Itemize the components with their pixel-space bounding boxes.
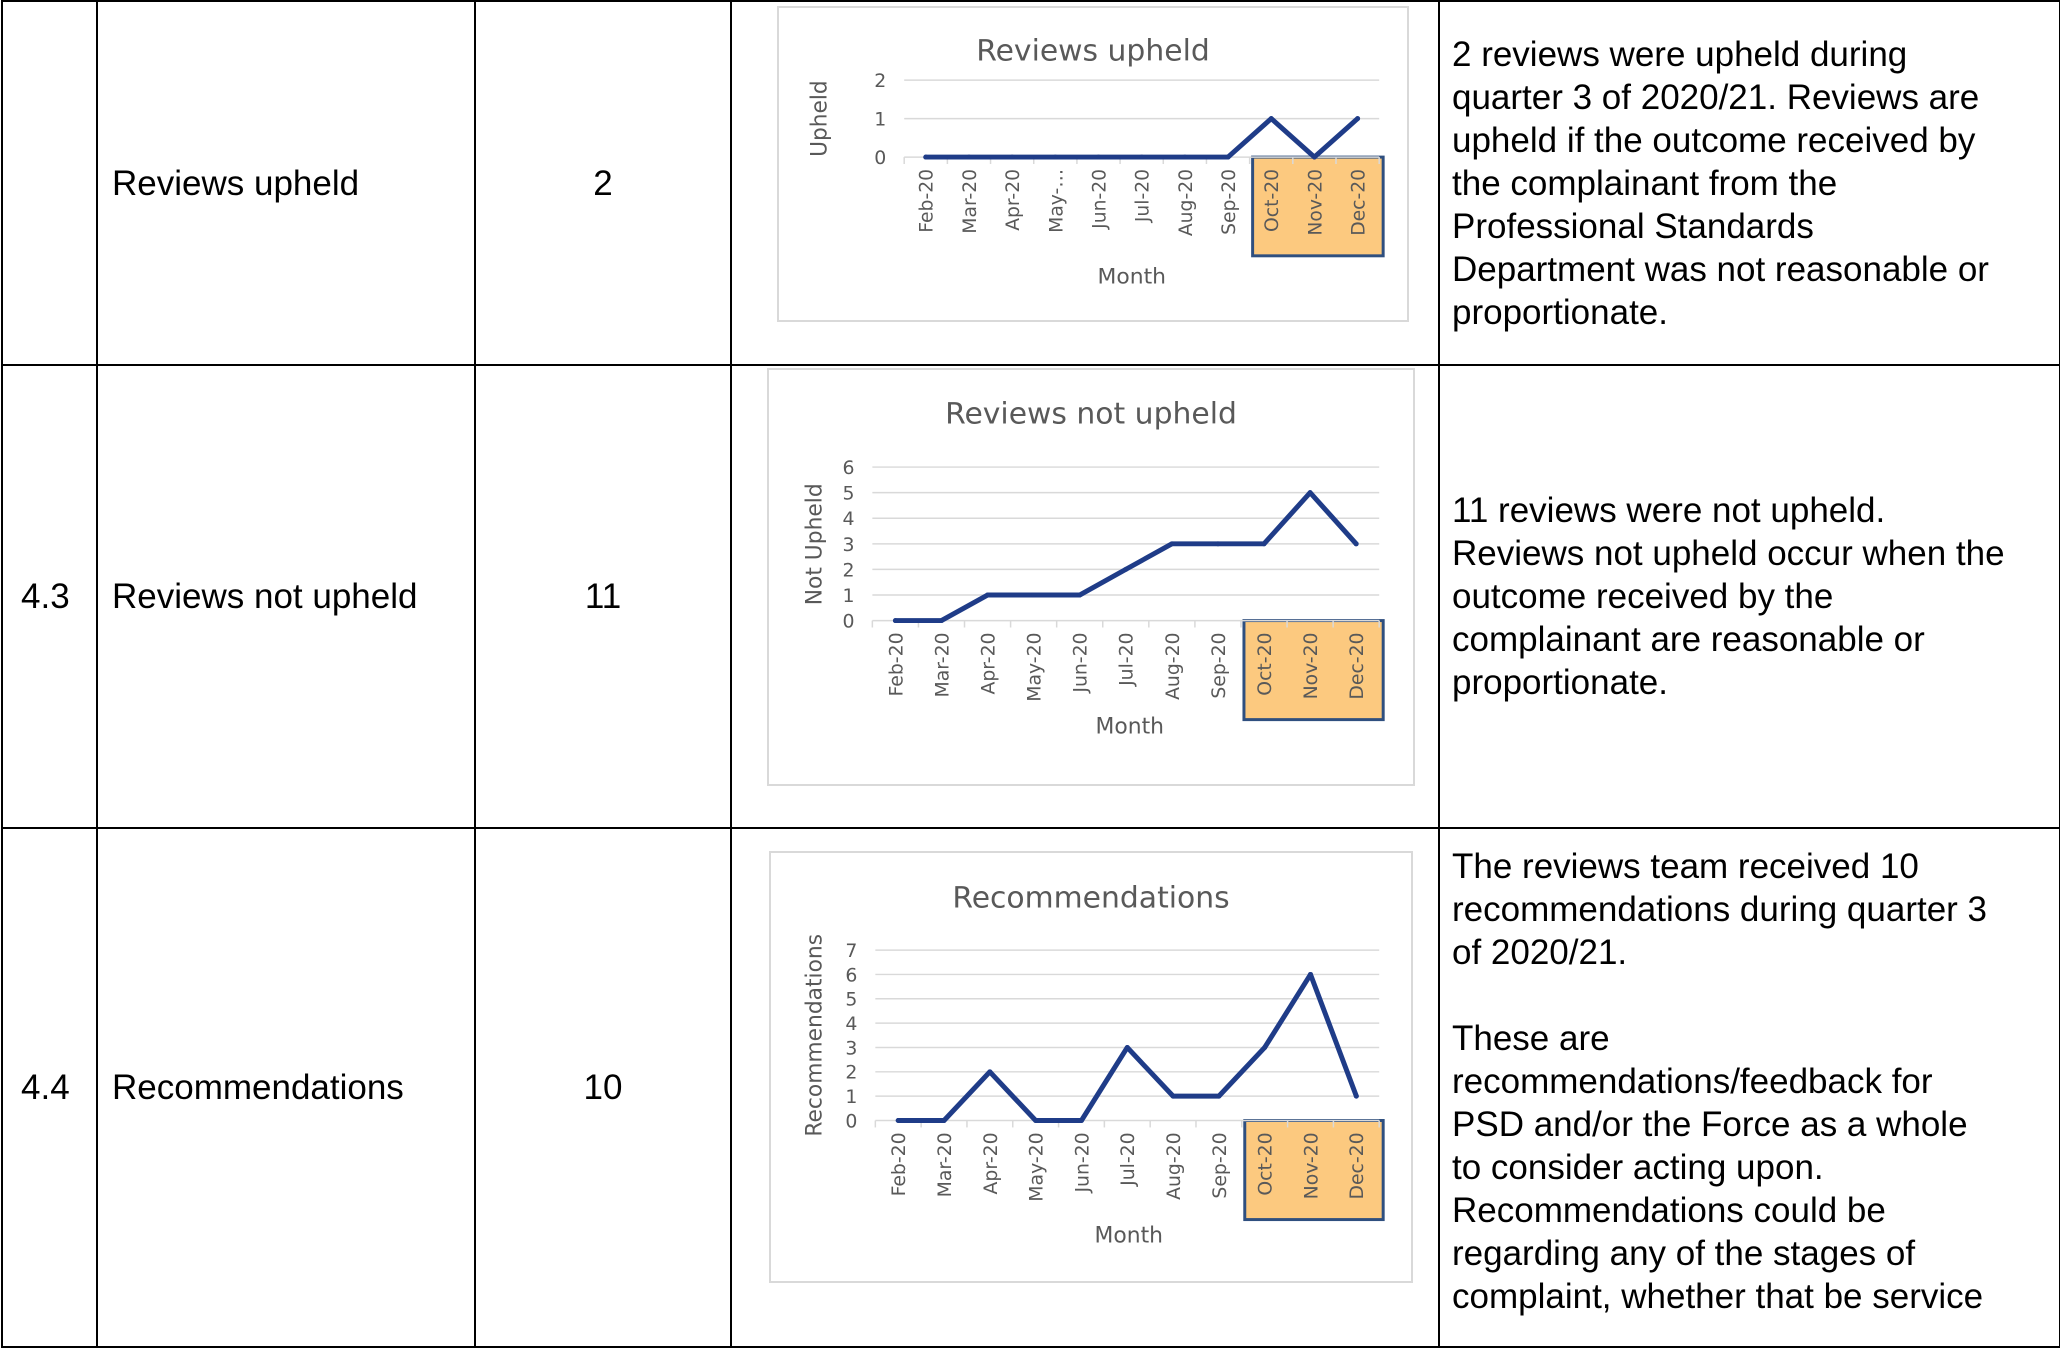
data-point — [1010, 155, 1015, 160]
table-row — [2, 365, 2060, 828]
x-tick-label: Sep-20 — [1209, 1132, 1231, 1199]
y-tick-label: 1 — [874, 109, 887, 131]
chart-cell — [731, 365, 1439, 828]
description-text: 2 reviews were upheld during quarter 3 of 2020/21. Reviews are upheld if the outcome received by the complainant from the Professional Standards Department was not reasonable or proportionate. — [1452, 34, 1989, 332]
data-point — [1216, 1094, 1221, 1099]
y-tick-label: 3 — [845, 1038, 858, 1060]
x-tick-label: Feb-20 — [889, 1132, 911, 1197]
y-axis-title: Upheld — [807, 80, 833, 157]
y-tick-label: 6 — [842, 458, 855, 479]
y-tick-label: 2 — [845, 1062, 858, 1084]
series-line — [895, 493, 1356, 621]
x-tick-label: May-… — [1046, 168, 1068, 233]
x-tick-label: Dec-20 — [1348, 168, 1370, 236]
y-tick-label: 5 — [845, 989, 858, 1011]
x-tick-label: Sep-20 — [1208, 632, 1230, 699]
x-tick-label: Nov-20 — [1305, 168, 1327, 236]
x-axis-title: Month — [1094, 1223, 1164, 1249]
table-row — [2, 1, 2060, 365]
data-point — [1226, 155, 1231, 160]
data-point — [1308, 490, 1313, 495]
complaints-reviews-table — [1, 0, 2060, 1348]
y-tick-label: 0 — [842, 611, 855, 633]
data-point — [1139, 155, 1144, 160]
data-point — [1171, 1094, 1176, 1099]
data-point — [1312, 155, 1317, 160]
row-number — [2, 1, 97, 365]
data-point — [1262, 1045, 1267, 1050]
x-tick-label: Oct-20 — [1254, 632, 1276, 696]
y-tick-label: 2 — [874, 71, 887, 92]
data-point — [1053, 155, 1058, 160]
x-tick-label: Jun-20 — [1089, 168, 1111, 229]
row-number: 4.3 — [2, 365, 97, 828]
data-point — [1096, 155, 1101, 160]
x-tick-label: Oct-20 — [1255, 1132, 1277, 1196]
x-tick-label: Jul-20 — [1118, 1132, 1140, 1186]
recommendations-chart — [769, 851, 1413, 1283]
data-point — [1079, 1118, 1084, 1123]
x-tick-label: Dec-20 — [1347, 1132, 1369, 1200]
metric-name: Reviews not upheld — [97, 365, 475, 828]
description-cell — [1439, 365, 2060, 828]
metric-name: Recommendations — [97, 828, 475, 1347]
x-tick-label: Feb-20 — [886, 632, 908, 697]
x-tick-label: Oct-20 — [1262, 168, 1284, 232]
chart-svg — [771, 853, 1411, 1281]
data-point — [1215, 541, 1220, 546]
y-tick-label: 1 — [845, 1087, 858, 1109]
x-tick-label: Feb-20 — [916, 168, 938, 233]
chart-svg — [779, 8, 1407, 320]
x-tick-label: May-20 — [1026, 1132, 1048, 1202]
data-point — [987, 1069, 992, 1074]
y-tick-label: 2 — [842, 560, 855, 582]
y-axis-title: Not Upheld — [802, 483, 828, 606]
y-tick-label: 0 — [845, 1111, 858, 1133]
x-tick-label: Apr-20 — [978, 632, 1000, 695]
y-tick-label: 6 — [845, 965, 858, 987]
data-point — [1123, 567, 1128, 572]
metric-count: 2 — [475, 1, 731, 365]
data-point — [1262, 541, 1267, 546]
x-tick-label: Aug-20 — [1175, 168, 1197, 237]
x-tick-label: Mar-20 — [934, 1132, 957, 1198]
data-point — [1125, 1045, 1130, 1050]
description-text: 11 reviews were not upheld. Reviews not upheld occur when the outcome received by the complainant are reasonable or proportionate. — [1452, 491, 2005, 702]
x-tick-label: Sep-20 — [1218, 168, 1241, 235]
data-point — [896, 1118, 901, 1123]
x-axis-title: Month — [1097, 264, 1167, 290]
data-point — [923, 155, 928, 160]
data-point — [1033, 1118, 1038, 1123]
y-tick-label: 3 — [842, 534, 855, 556]
x-tick-label: Dec-20 — [1347, 632, 1369, 700]
y-tick-label: 4 — [842, 509, 855, 531]
x-tick-label: Jul-20 — [1116, 632, 1138, 686]
y-axis-title: Recommendations — [802, 933, 828, 1137]
y-tick-label: 4 — [845, 1014, 858, 1036]
data-point — [893, 618, 898, 623]
x-tick-label: Aug-20 — [1162, 632, 1184, 700]
data-point — [1077, 593, 1082, 598]
data-point — [966, 155, 971, 160]
x-tick-label: May-20 — [1024, 632, 1046, 702]
x-tick-label: Jun-20 — [1070, 632, 1092, 693]
x-tick-label: Apr-20 — [1003, 168, 1025, 231]
x-axis-title: Month — [1095, 714, 1165, 740]
chart-title: Reviews upheld — [976, 33, 1210, 69]
data-point — [942, 1118, 947, 1123]
x-tick-label: Mar-20 — [932, 632, 954, 698]
description-cell — [1439, 828, 2060, 1347]
x-tick-label: Apr-20 — [980, 1132, 1002, 1195]
data-point — [1031, 593, 1036, 598]
data-point — [1169, 541, 1174, 546]
chart-svg — [769, 370, 1413, 784]
data-point — [939, 618, 944, 623]
table-row — [2, 828, 2060, 1347]
reviews-not-upheld-chart — [767, 368, 1415, 786]
data-point — [1269, 116, 1274, 121]
metric-count: 11 — [475, 365, 731, 828]
metric-name: Reviews upheld — [97, 1, 475, 365]
series-line — [926, 119, 1358, 158]
data-point — [1355, 116, 1360, 121]
chart-title: Recommendations — [952, 880, 1230, 916]
chart-cell — [731, 1, 1439, 365]
y-tick-label: 0 — [874, 148, 887, 169]
x-tick-label: Aug-20 — [1164, 1132, 1186, 1200]
reviews-upheld-chart — [777, 6, 1409, 322]
chart-title: Reviews not upheld — [945, 396, 1237, 432]
y-tick-label: 7 — [845, 941, 858, 963]
description-text: The reviews team received 10 recommendations during quarter 3 of 2020/21. These are recommendations/feedback for PSD and/or the Force as a whole to consider acting upon. Recommendations could be regarding any of the stages of complaint, whether that be service — [1452, 847, 1988, 1316]
row-number: 4.4 — [2, 828, 97, 1347]
description-cell — [1439, 1, 2060, 365]
x-tick-label: Jun-20 — [1072, 1132, 1094, 1193]
x-tick-label: Jul-20 — [1132, 168, 1154, 223]
data-point — [985, 593, 990, 598]
y-tick-label: 5 — [842, 483, 855, 505]
x-tick-label: Nov-20 — [1301, 1132, 1323, 1200]
x-tick-label: Mar-20 — [959, 168, 981, 234]
data-point — [1354, 1094, 1359, 1099]
metric-count: 10 — [475, 828, 731, 1347]
chart-cell — [731, 828, 1439, 1347]
data-point — [1308, 972, 1313, 977]
data-point — [1182, 155, 1187, 160]
data-point — [1354, 541, 1359, 546]
y-tick-label: 1 — [842, 585, 855, 607]
x-tick-label: Nov-20 — [1301, 632, 1323, 700]
